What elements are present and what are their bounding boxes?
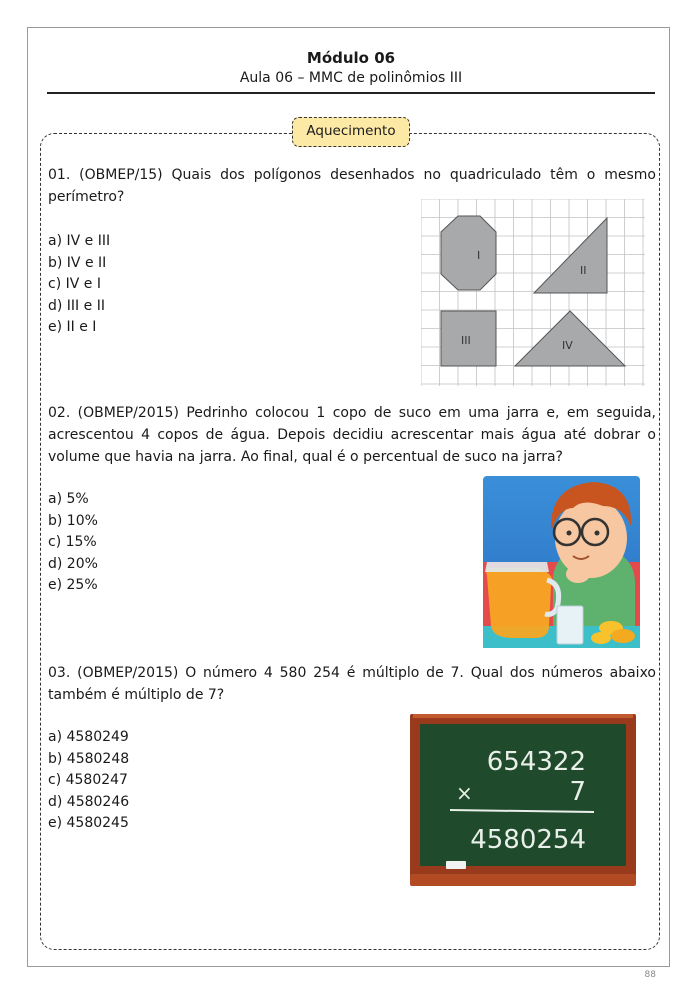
- question-1-option-c: c) IV e I: [48, 276, 101, 292]
- page-number: 88: [644, 970, 656, 980]
- question-3-option-c: c) 4580247: [48, 772, 128, 788]
- polygon-label-I: I: [477, 249, 481, 262]
- question-1-option-b: b) IV e II: [48, 254, 107, 271]
- chalkboard-svg: [410, 714, 636, 886]
- chalk-times-sign: ×: [456, 781, 473, 805]
- question-1-option-d: d) III e II: [48, 297, 105, 314]
- polygon-grid-figure: [421, 199, 645, 386]
- polygon-label-III: III: [461, 334, 471, 347]
- polygon-grid-svg: [421, 199, 645, 386]
- question-3-options: [48, 727, 129, 835]
- polygon-label-II: II: [580, 264, 587, 277]
- question-2-option-b: b) 10%: [48, 512, 98, 529]
- question-1-option-e: e) II e I: [48, 319, 97, 335]
- boy-juice-illustration: [483, 476, 640, 648]
- question-2-options: [48, 489, 98, 597]
- boy-juice-svg: [483, 476, 640, 648]
- question-1-options: [48, 231, 110, 339]
- question-3-option-e: e) 4580245: [48, 815, 129, 831]
- question-2-option-a: a) 5%: [48, 491, 89, 507]
- question-3-option-d: d) 4580246: [48, 793, 130, 810]
- page-header: [47, 48, 655, 88]
- question-3-option-a: a) 4580249: [48, 729, 129, 745]
- question-2-option-c: c) 15%: [48, 534, 97, 550]
- chalk-product: 4580254: [470, 825, 586, 855]
- question-2-option-e: e) 25%: [48, 577, 98, 593]
- question-1-text: 01. (OBMEP/15) Quais dos polígonos desenhados no quadriculado têm o mesmo perímetro?: [48, 167, 656, 205]
- module-title: Módulo 06: [306, 49, 396, 67]
- chalk-multiplier: 7: [569, 777, 586, 807]
- question-3-text: 03. (OBMEP/2015) O número 4 580 254 é múltiplo de 7. Qual dos números abaixo também é múltiplo de 7?: [48, 665, 656, 703]
- chalkboard-illustration: [410, 714, 636, 886]
- polygon-label-IV: IV: [562, 339, 573, 352]
- question-2-option-d: d) 20%: [48, 555, 98, 572]
- lesson-title: Aula 06 – MMC de polinômios III: [239, 70, 463, 86]
- polygon-I: [441, 216, 496, 290]
- polygon-II: [534, 218, 607, 293]
- chalk-multiplicand: 654322: [486, 747, 586, 777]
- question-1-option-a: a) IV e III: [48, 233, 111, 249]
- question-3-option-b: b) 4580248: [48, 750, 130, 767]
- warmup-label: Aquecimento: [292, 117, 410, 147]
- question-2-text: 02. (OBMEP/2015) Pedrinho colocou 1 copo de suco em uma jarra e, em seguida, acrescentou 4 copos de água. Depois decidiu acrescentar mais água até dobrar o volume que havia na jarra. Ao final, qual é o percentual de suco na jarra?: [48, 405, 656, 465]
- header-divider: [47, 92, 655, 94]
